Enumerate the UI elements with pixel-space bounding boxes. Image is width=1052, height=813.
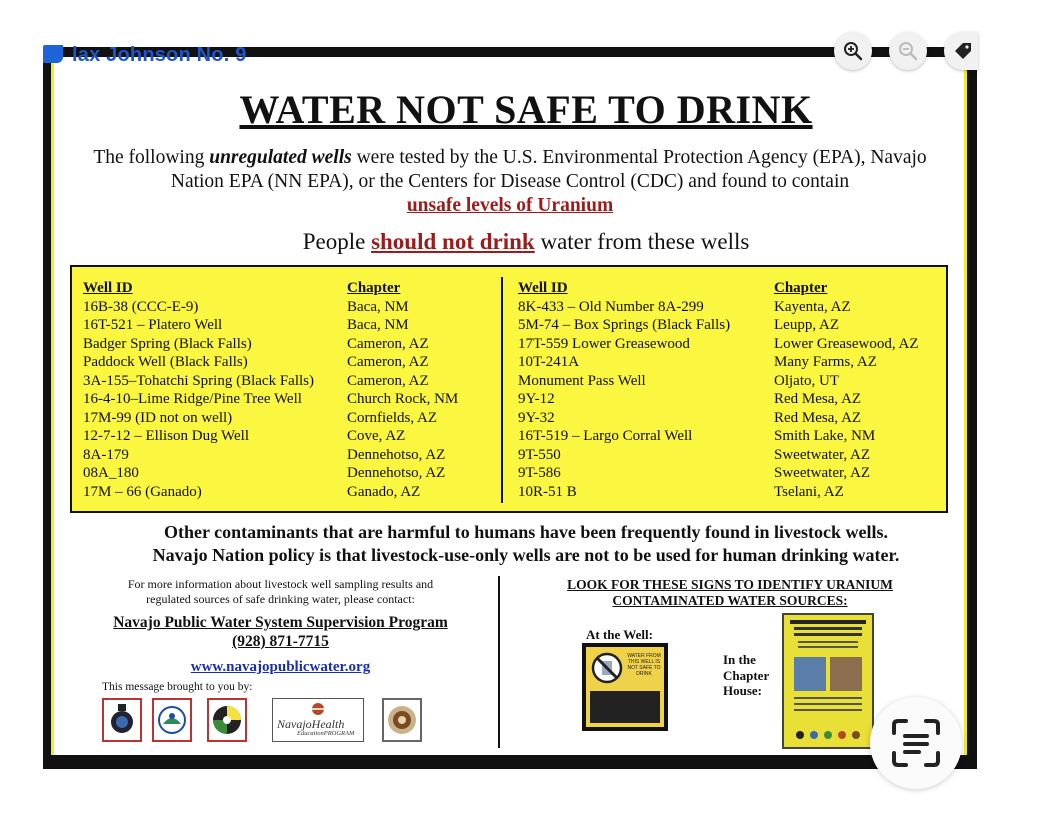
table-cell: 9T-586 xyxy=(518,465,561,481)
table-cell: Red Mesa, AZ xyxy=(774,409,862,426)
contaminants-line-2: Navajo Nation policy is that livestock-use-only wells are not to be used for human drinking water. xyxy=(152,545,900,565)
contaminants-notice xyxy=(0,521,1052,567)
table-cell: Dennehotso, AZ xyxy=(347,465,446,481)
table-cell: 3A-155–Tohatchi Spring (Black Falls) xyxy=(83,372,314,389)
table-cell: Oljato, UT xyxy=(774,372,839,389)
table-cell: 17M – 66 (Ganado) xyxy=(83,483,202,500)
table-cell: Ganado, AZ xyxy=(347,483,421,500)
text-scan-button[interactable] xyxy=(870,697,962,789)
table-cell: Baca, NM xyxy=(347,298,409,315)
signs-heading-line-1: LOOK FOR THESE SIGNS TO IDENTIFY URANIUM xyxy=(567,577,893,592)
table-cell: Baca, NM xyxy=(347,317,409,333)
program-name: Navajo Public Water System Supervision Program xyxy=(113,614,448,631)
document-title: lax Johnson No. 9 xyxy=(72,44,247,66)
table-cell: Badger Spring (Black Falls) xyxy=(83,335,252,352)
well-sign-text: WATER FROM THIS WELL IS NOT SAFE TO DRINK xyxy=(627,653,661,677)
table-cell: Red Mesa, AZ xyxy=(774,391,862,407)
table-cell: Sweetwater, AZ xyxy=(774,446,871,463)
table-cell: 17M-99 (ID not on well) xyxy=(83,409,233,426)
table-cell: 17T-559 Lower Greasewood xyxy=(518,335,690,352)
table-cell: 10R-51 B xyxy=(518,483,577,500)
epa-logo xyxy=(152,698,192,742)
table-cell: Leupp, AZ xyxy=(774,317,839,333)
table-cell: Lower Greasewood, AZ xyxy=(774,335,919,352)
table-cell: Dennehotso, AZ xyxy=(347,446,446,463)
table-cell: Cornfields, AZ xyxy=(347,409,437,426)
contact-info-line-2: regulated sources of safe drinking water, please contact: xyxy=(146,592,415,606)
table-cell: 10T-241A xyxy=(518,354,580,370)
education-program-text: EducationPROGRAM xyxy=(297,730,355,737)
contaminants-line-1: Other contaminants that are harmful to humans have been frequently found in livestock wells. xyxy=(163,522,889,542)
navajo-health-education-logo xyxy=(272,698,364,742)
table-cell: Paddock Well (Black Falls) xyxy=(83,354,248,370)
no-drinking-icon xyxy=(590,651,624,685)
poster-title: WATER NOT SAFE TO DRINK xyxy=(239,87,813,132)
wells-table xyxy=(70,265,948,513)
well-id-header: Well ID xyxy=(518,280,568,296)
table-cell: 8A-179 xyxy=(83,446,129,463)
well-id-header: Well ID xyxy=(83,280,133,296)
at-the-well-label: At the Well: xyxy=(586,627,653,642)
table-cell: 16B-38 (CCC-E-9) xyxy=(83,298,199,315)
intro-paragraph xyxy=(70,146,950,218)
table-cell: Cameron, AZ xyxy=(347,372,429,389)
chapter-house-poster-image xyxy=(782,613,874,749)
in-chapter-line-3: House: xyxy=(723,683,762,698)
people-warning xyxy=(0,229,1052,255)
contact-info xyxy=(88,577,473,676)
table-cell: 9Y-12 xyxy=(518,391,555,407)
table-cell: 16T-521 – Platero Well xyxy=(83,317,223,333)
tag-icon xyxy=(953,41,973,61)
table-cell: 16T-519 – Largo Corral Well xyxy=(518,428,693,444)
program-website-link[interactable]: www.navajopublicwater.org xyxy=(190,659,371,675)
in-the-chapter-house-label xyxy=(723,652,769,699)
table-cell: 9T-550 xyxy=(518,446,561,463)
chapter-header: Chapter xyxy=(774,280,828,296)
people-prefix: People xyxy=(302,229,372,254)
table-cell: Tselani, AZ xyxy=(774,483,844,500)
bottom-divider xyxy=(498,576,500,748)
table-cell: Sweetwater, AZ xyxy=(774,465,871,481)
table-cell: 16-4-10–Lime Ridge/Pine Tree Well xyxy=(83,391,302,407)
table-cell: Many Farms, AZ xyxy=(774,354,877,370)
bookmark-icon[interactable] xyxy=(43,45,63,63)
signs-heading xyxy=(540,577,920,609)
table-cell: Cameron, AZ xyxy=(347,335,429,352)
intro-uranium-warning: unsafe levels of Uranium xyxy=(406,195,614,216)
zoom-in-icon xyxy=(843,41,863,61)
contact-info-line-1: For more information about livestock well sampling results and xyxy=(127,577,434,591)
table-cell: 8K-433 – Old Number 8A-299 xyxy=(518,298,704,315)
zoom-in-button[interactable] xyxy=(834,32,872,70)
in-chapter-line-1: In the xyxy=(723,652,756,667)
table-cell: 08A_180 xyxy=(83,465,139,481)
signs-heading-line-2: CONTAMINATED WATER SOURCES: xyxy=(612,593,848,608)
table-cell: 12-7-12 – Ellison Dug Well xyxy=(83,428,250,444)
chapter-header: Chapter xyxy=(347,280,401,296)
table-cell: Kayenta, AZ xyxy=(774,298,851,315)
well-warning-sign-image xyxy=(582,643,668,731)
navajo-health-text: NavajoHealth xyxy=(277,717,345,731)
in-chapter-line-2: Chapter xyxy=(723,667,770,683)
ihs-seal-logo xyxy=(382,698,422,742)
left-well-id-column xyxy=(83,279,314,501)
table-cell: Monument Pass Well xyxy=(518,372,646,389)
zoom-out-button[interactable] xyxy=(889,32,927,70)
navajo-nation-seal-logo xyxy=(102,698,142,742)
intro-rest: were tested by the U.S. Environmental Protection Agency (EPA), Navajo Nation EPA (NN EPA), or the Centers for Disease Control (CDC) and found to contain xyxy=(170,147,927,192)
intro-emphasis: unregulated wells xyxy=(209,147,352,168)
table-divider xyxy=(501,277,503,503)
people-emphasis: should not drink xyxy=(371,229,535,254)
table-cell: Church Rock, NM xyxy=(347,391,459,407)
table-cell: Cove, AZ xyxy=(347,428,406,444)
zoom-out-icon xyxy=(898,41,918,61)
table-cell: 5M-74 – Box Springs (Black Falls) xyxy=(518,317,731,333)
text-scan-icon xyxy=(886,713,946,773)
brought-by-text: This message brought to you by: xyxy=(102,681,253,693)
intro-prefix: The following xyxy=(93,147,210,168)
four-directions-logo xyxy=(207,698,247,742)
table-cell: Cameron, AZ xyxy=(347,354,429,370)
program-phone: (928) 871-7715 xyxy=(232,633,329,650)
table-cell: 9Y-32 xyxy=(518,409,555,426)
table-cell: Smith Lake, NM xyxy=(774,428,876,444)
right-well-id-column xyxy=(518,279,730,501)
people-suffix: water from these wells xyxy=(534,229,750,254)
right-chapter-column xyxy=(774,279,919,501)
tag-button[interactable] xyxy=(944,32,978,70)
left-chapter-column xyxy=(347,279,458,501)
